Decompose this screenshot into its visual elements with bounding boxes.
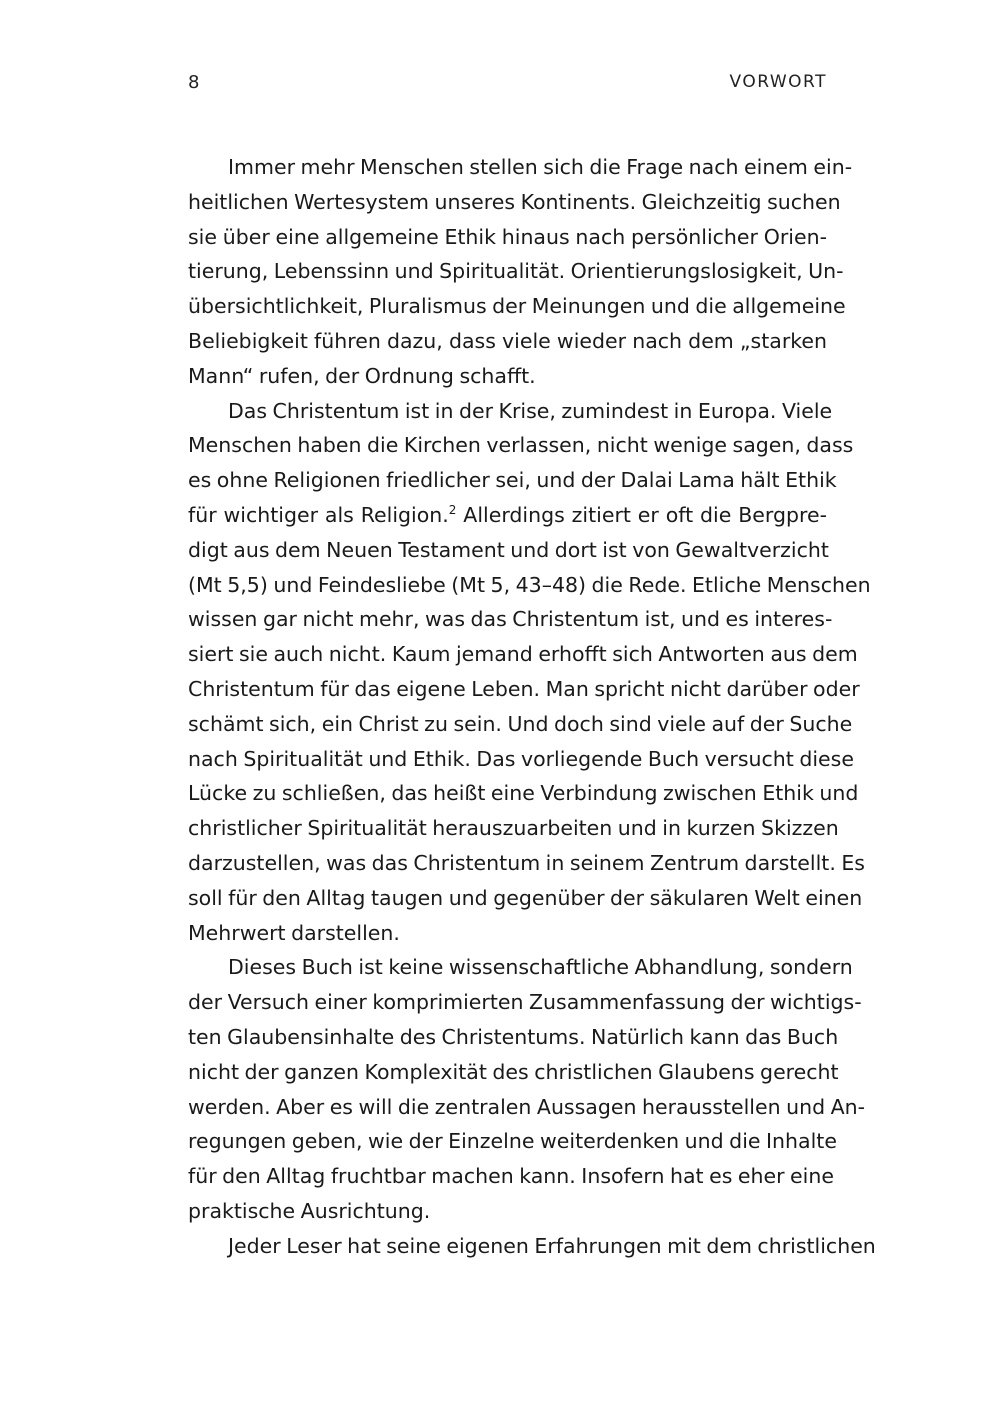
- text-line: tierung, Lebenssinn und Spiritualität. Orientierungslosigkeit, Un-: [188, 259, 844, 284]
- text-line: (Mt 5,5) und Feindesliebe (Mt 5, 43–48) die Rede. Etliche Menschen: [188, 572, 871, 597]
- text-line: ten Glaubensinhalte des Christentums. Natürlich kann das Buch: [188, 1024, 839, 1049]
- running-header: [188, 72, 827, 102]
- text-line-with-footnote: [188, 498, 827, 533]
- section-title: VORWORT: [729, 72, 827, 92]
- paragraph-3: [188, 950, 866, 1228]
- text-line: Beliebigkeit führen dazu, dass viele wieder nach dem „starken: [188, 328, 827, 353]
- text-line: schämt sich, ein Christ zu sein. Und doch sind viele auf der Suche: [188, 711, 853, 736]
- text-line: übersichtlichkeit, Pluralismus der Meinungen und die allgemeine: [188, 294, 846, 319]
- text-line: der Versuch einer komprimierten Zusammenfassung der wichtigs-: [188, 990, 862, 1015]
- text-line: Das Christentum ist in der Krise, zumindest in Europa. Viele: [228, 398, 833, 423]
- text-line: darzustellen, was das Christentum in seinem Zentrum darstellt. Es: [188, 850, 865, 875]
- text-line: für den Alltag fruchtbar machen kann. Insofern hat es eher eine: [188, 1164, 834, 1189]
- text-line: digt aus dem Neuen Testament und dort ist von Gewaltverzicht: [188, 537, 829, 562]
- text-line: Mehrwert darstellen.: [188, 920, 400, 945]
- text-line: sie über eine allgemeine Ethik hinaus nach persönlicher Orien-: [188, 224, 827, 249]
- text-line: werden. Aber es will die zentralen Aussagen herausstellen und An-: [188, 1094, 866, 1119]
- paragraph-2: [188, 394, 871, 951]
- body-text: [188, 150, 876, 1264]
- text-line: soll für den Alltag taugen und gegenüber der säkularen Welt einen: [188, 885, 863, 910]
- text-line: Lücke zu schließen, das heißt eine Verbindung zwischen Ethik und: [188, 781, 859, 806]
- text-line: Immer mehr Menschen stellen sich die Frage nach einem ein-: [228, 155, 853, 179]
- footnote-mark[interactable]: 2: [448, 502, 457, 517]
- text-line: Dieses Buch ist keine wissenschaftliche Abhandlung, sondern: [228, 955, 853, 980]
- text-line: Jeder Leser hat seine eigenen Erfahrungen mit dem christlichen: [228, 1233, 876, 1258]
- text-line: Christentum für das eigene Leben. Man spricht nicht darüber oder: [188, 676, 860, 701]
- paragraph-1: [188, 150, 853, 394]
- text-line: wissen gar nicht mehr, was das Christentum ist, und es interes-: [188, 607, 833, 632]
- text-line-end: Allerdings zitiert er oft die Bergpre-: [456, 502, 827, 527]
- text-line: Mann“ rufen, der Ordnung schafft.: [188, 363, 536, 388]
- paragraph-4: [188, 1229, 876, 1264]
- text-line: heitlichen Wertesystem unseres Kontinents. Gleichzeitig suchen: [188, 189, 841, 214]
- text-line: praktische Ausrichtung.: [188, 1198, 431, 1223]
- text-line: nicht der ganzen Komplexität des christlichen Glaubens gerecht: [188, 1059, 839, 1084]
- text-line: regungen geben, wie der Einzelne weiterdenken und die Inhalte: [188, 1129, 837, 1154]
- text-line: siert sie auch nicht. Kaum jemand erhofft sich Antworten aus dem: [188, 642, 858, 667]
- text-line-start: für wichtiger als Religion.: [188, 502, 449, 527]
- text-line: Menschen haben die Kirchen verlassen, nicht wenige sagen, dass: [188, 433, 854, 458]
- text-line: es ohne Religionen friedlicher sei, und der Dalai Lama hält Ethik: [188, 468, 837, 493]
- text-line: christlicher Spiritualität herauszuarbeiten und in kurzen Skizzen: [188, 816, 839, 841]
- text-line: nach Spiritualität und Ethik. Das vorliegende Buch versucht diese: [188, 746, 854, 771]
- page-number: 8: [188, 72, 200, 93]
